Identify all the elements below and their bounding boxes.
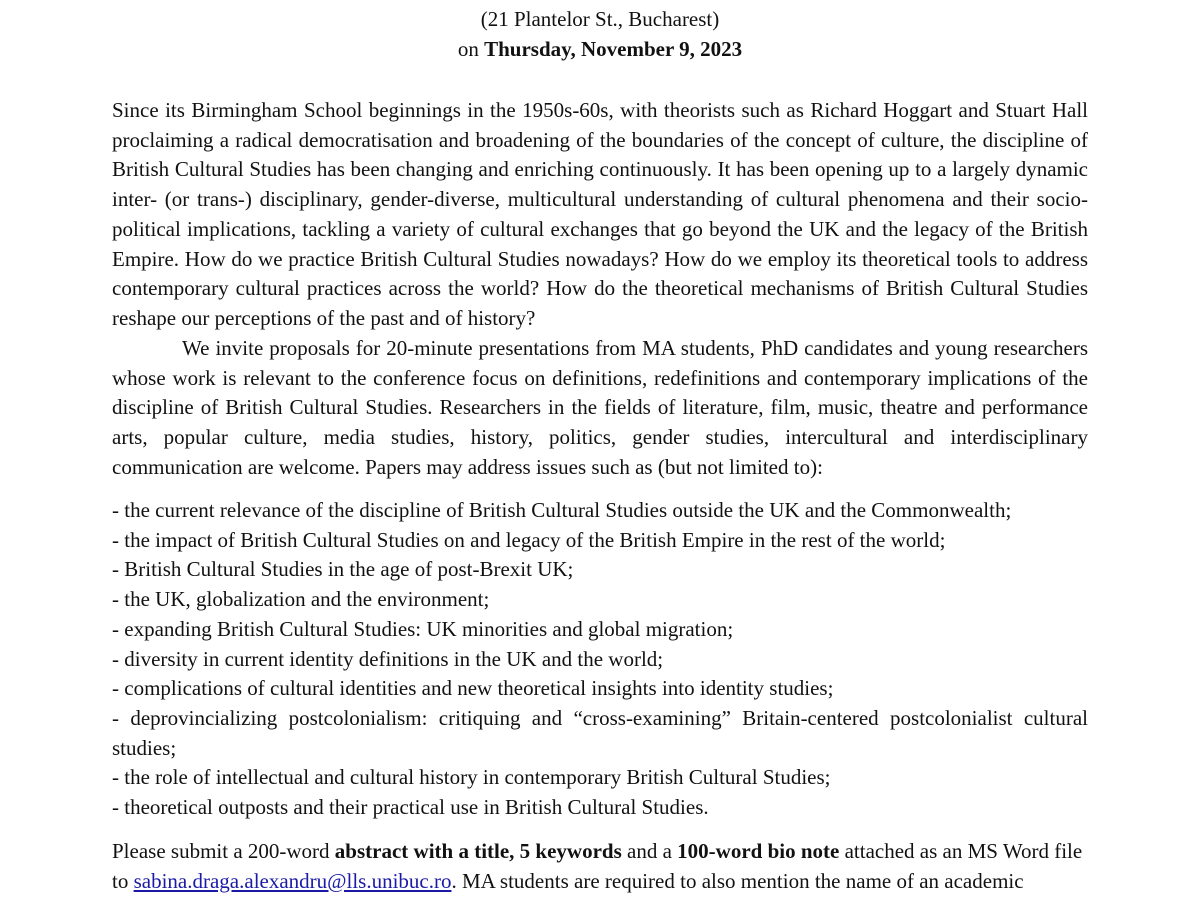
topic-item: - the current relevance of the discipline of British Cultural Studies outside the UK and the Commonwealth; xyxy=(112,498,1012,522)
topic-item: - expanding British Cultural Studies: UK minorities and global migration; xyxy=(112,616,734,641)
submission-paragraph xyxy=(112,837,1088,896)
venue-address: (21 Plantelor St., Bucharest) xyxy=(480,7,720,31)
topic-item: - the UK, globalization and the environment; xyxy=(112,587,490,612)
event-date: Thursday, November 9, 2023 xyxy=(484,37,743,61)
topic-item: - the impact of British Cultural Studies on and legacy of the British Empire in the rest of the world; xyxy=(112,527,946,552)
invitation-paragraph: We invite proposals for 20-minute presentations from MA students, PhD candidates and young researchers whose work is relevant to the conference focus on definitions, redefinitions and contemporary implications of the discipline of British Cultural Studies. Researchers in the fields of literature, film, music, theatre and performance arts, popular culture, media studies, history, politics, gender studies, intercultural and interdisciplinary communication are welcome. Papers may address issues such as (but not limited to): xyxy=(112,336,1088,479)
submission-text: Please submit a 200-word xyxy=(112,839,335,863)
submission-text: attached as an MS Word file to xyxy=(112,839,1083,893)
event-header xyxy=(0,4,1200,64)
intro-paragraph: Since its Birmingham School beginnings in the 1950s-60s, with theorists such as Richard Hoggart and Stuart Hall proclaiming a radical democratisation and broadening of the boundaries of the concept of culture, the discipline of British Cultural Studies has been changing and enriching continuously. It has been opening up to a largely dynamic inter- (or trans-) disciplinary, gender-diverse, multicultural understanding of cultural phenomena and their socio-political implications, tackling a variety of cultural exchanges that go beyond the UK and the legacy of the British Empire. How do we practice British Cultural Studies nowadays? How do we employ its theoretical tools to address contemporary cultural practices across the world? How do the theoretical mechanisms of British Cultural Studies reshape our perceptions of the past and of history? xyxy=(112,98,1088,330)
topic-item: - complications of cultural identities and new theoretical insights into identity studies; xyxy=(112,676,834,701)
submission-text: . MA students are required to also mention the name of an academic xyxy=(451,868,1024,893)
topics-list xyxy=(112,496,1088,823)
bio-requirement: 100-word bio note xyxy=(677,839,840,863)
topic-item: - theoretical outposts and their practical use in British Cultural Studies. xyxy=(112,795,709,820)
contact-email-link[interactable]: sabina.draga.alexandru@lls.unibuc.ro xyxy=(133,868,452,893)
abstract-requirement: abstract with a title, 5 keywords xyxy=(334,839,622,863)
date-prefix: on xyxy=(457,37,485,61)
topic-item: - the role of intellectual and cultural history in contemporary British Cultural Studies; xyxy=(112,765,831,790)
topic-item: - diversity in current identity definitions in the UK and the world; xyxy=(112,646,664,671)
topic-item: - British Cultural Studies in the age of post-Brexit UK; xyxy=(112,557,574,582)
topic-item: - deprovincializing postcolonialism: critiquing and “cross-examining” Britain-centered postcolonialist cultural studies; xyxy=(112,705,1088,760)
event-date-line xyxy=(0,34,1200,64)
submission-text: and a xyxy=(621,839,678,863)
